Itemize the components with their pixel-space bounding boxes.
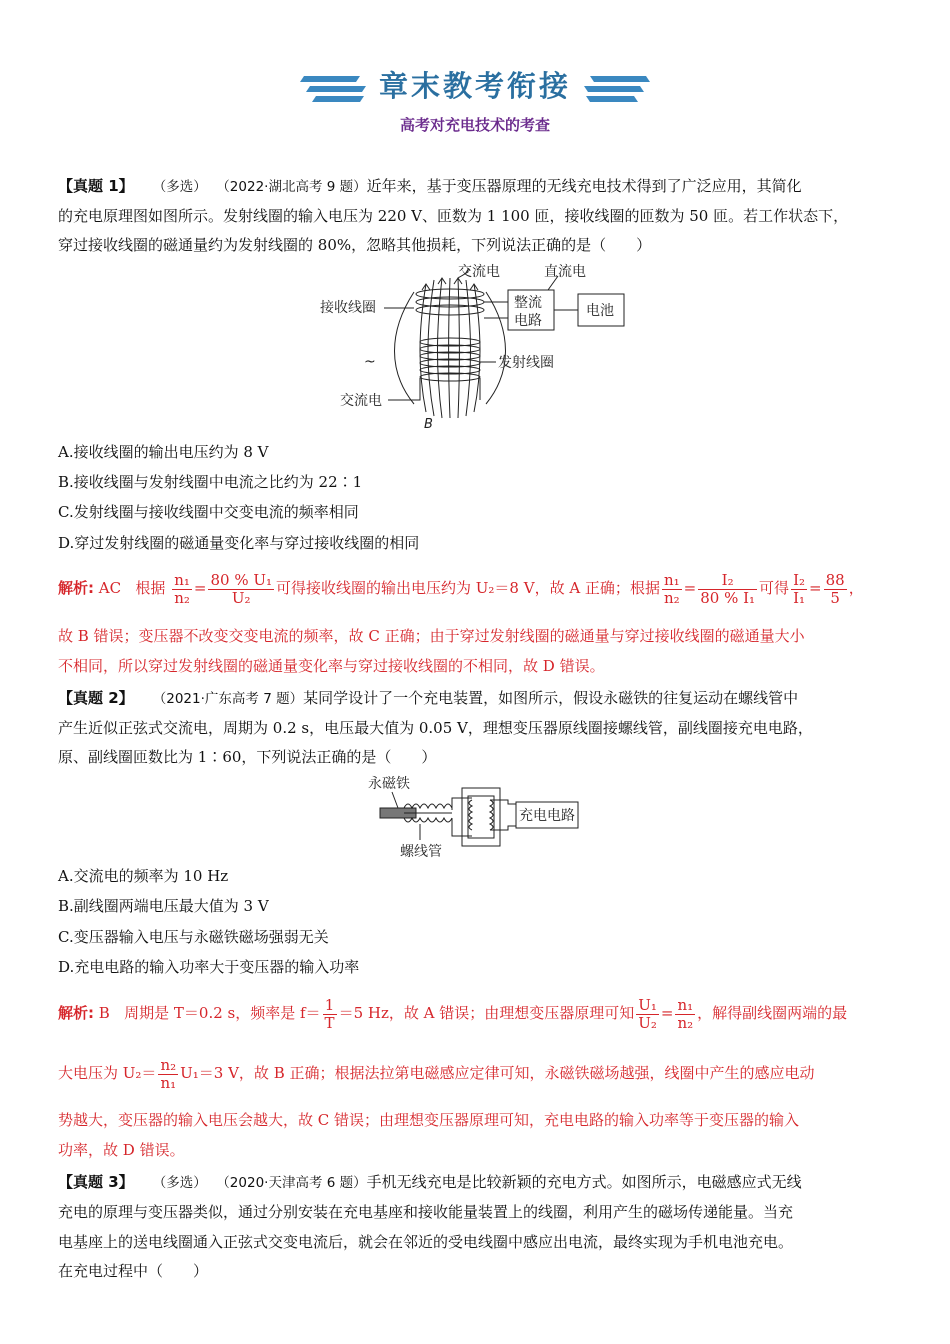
q2-analysis-p2: ＝5 Hz，故 A 错误；由理想变压器原理可知 [338,1004,635,1022]
chapter-title: 章末教考衔接 [378,69,571,103]
q3-line4: 在充电过程中（ ） [58,1262,209,1280]
q1-source: （2022·湖北高考 9 题） [216,179,367,195]
q1-fig-rect2: 电路 [514,313,542,329]
q1-option-d: D.穿过发射线圈的磁通量变化率与穿过接收线圈的相同 [58,534,420,552]
q1-figure-wireless-charging [318,262,638,432]
q1-option-c: C.发射线圈与接收线圈中交变电流的频率相同 [58,503,359,521]
q1-frac-ratio: $\frac{\text{I₂}}{\text{I₁}}$ [793,570,806,607]
q2-analysis-line4: 功率，故 D 错误。 [58,1141,185,1159]
q2-line1 [58,688,798,709]
q1-analysis-p3: 可得 [759,579,790,597]
q2-fig-solenoid: 螺线管 [400,844,442,860]
q2-analysis-label: 解析: [58,1004,94,1022]
chapter-subtitle: 高考对充电技术的考查 [399,116,550,134]
q1-fig-battery: 电池 [586,303,614,319]
q2-option-c: C.变压器输入电压与永磁铁磁场强弱无关 [58,928,329,946]
q1-frac-n1n2: $\frac{\text{n₁}}{\text{n₂}}$ [174,570,190,607]
q1-analysis-label: 解析: [58,579,94,597]
q1-answer: AC [98,579,122,597]
q2-figure-charging-device [364,774,584,860]
q2-analysis-line3: 势越大，变压器的输入电压会越大，故 C 错误；由理想变压器原理可知，充电电路的输入功率等于变压器的输入 [58,1111,800,1129]
q3-tag: 【真题 3】 [58,1173,134,1191]
q1-fig-ac-top: 交流电 [458,264,500,280]
q1-analysis-line3: 不相同，所以穿过发射线圈的磁通量变化率与穿过接收线圈的不相同，故 D 错误。 [58,657,605,675]
chapter-header [300,64,650,108]
q1-option-b: B.接收线圈与发射线圈中电流之比约为 22∶1 [58,473,363,491]
q1-analysis-p1: 根据 [135,579,166,597]
q2-option-a: A.交流电的频率为 10 Hz [58,867,229,885]
q3-type: （多选） [152,1175,207,1191]
q1-line2: 的充电原理图如图所示。发射线圈的输入电压为 220 V、匝数为 1 100 匝，接收线圈的匝数为 50 匝。若工作状态下， [58,207,849,225]
q1-fig-tilde: ~ [364,354,376,370]
q2-text1: 某同学设计了一个充电装置，如图所示，假设永磁铁的往复运动在螺线管中 [303,689,799,707]
q2-analysis-p1: 周期是 T＝0.2 s，频率是 f＝ [124,1004,321,1022]
q2-option-b: B.副线圈两端电压最大值为 3 V [58,897,269,915]
q1-frac-88-5: $\frac{88}{5}$ [825,570,845,607]
q2-analysis-l2b: U₁＝3 V，故 B 正确；根据法拉第电磁感应定律可知，永磁铁磁场越强，线圈中产生的感应电动 [180,1064,815,1082]
q2-tag: 【真题 2】 [58,689,134,707]
q2-analysis-line2 [58,1053,815,1093]
q1-frac-u1u2: $\frac{\text{80 \% U₁}}{\text{U₂}}$ [210,570,272,607]
q3-source: （2020·天津高考 6 题） [216,1175,367,1191]
q2-fig-magnet: 永磁铁 [368,776,410,792]
q3-line3: 电基座上的送电线圈通入正弦式交变电流后，就会在邻近的受电线圈中感应出电流，最终实现为手机电池充电。 [58,1233,794,1251]
q2-frac-n2n1: $\frac{\text{n₂}}{\text{n₁}}$ [160,1055,177,1092]
q2-line2: 产生近似正弦式交流电，周期为 0.2 s，电压最大值为 0.05 V，理想变压器原线圈接螺线管，副线圈接充电电路， [58,719,813,737]
q1-text1: 近年来，基于变压器原理的无线充电技术得到了广泛应用，其简化 [366,177,802,195]
q1-fig-dc: 直流电 [544,264,586,280]
q2-line3: 原、副线圈匝数比为 1∶60，下列说法正确的是（ ） [58,748,437,766]
q1-type: （多选） [152,179,207,195]
q1-frac-i2i1: $\frac{\text{I₂}}{\text{80 \% I₁}}$ [700,570,756,607]
q2-frac-u1u2: $\frac{\text{U₁}}{\text{U₂}}$ [638,995,657,1032]
q1-analysis-line2: 故 B 错误；变压器不改变交变电流的频率，故 C 正确；由于穿过发射线圈的磁通量与穿过接收线圈的磁通量大小 [58,627,805,645]
q1-analysis-p2: 可得接收线圈的输出电压约为 U₂＝8 V，故 A 正确；根据 [276,579,660,597]
q2-answer: B [98,1004,110,1022]
q2-frac-1-T: $\frac{1}{T}$ [324,995,335,1032]
q1-fig-receive-coil: 接收线圈 [320,300,376,316]
q1-option-a: A.接收线圈的输出电压约为 8 V [58,443,269,461]
q2-analysis-l2a: 大电压为 U₂＝ [58,1064,157,1082]
q1-frac-n1n2-b: $\frac{\text{n₁}}{\text{n₂}}$ [663,570,680,607]
q1-fig-emit-coil: 发射线圈 [498,355,554,371]
q2-source: （2021·广东高考 7 题） [152,691,304,707]
q2-option-d: D.充电电路的输入功率大于变压器的输入功率 [58,958,360,976]
q2-analysis-p3: ，解得副线圈两端的最 [697,1004,848,1022]
q1-fig-rect1: 整流 [514,295,542,311]
q2-frac-n1n2: $\frac{\text{n₁}}{\text{n₂}}$ [677,995,694,1032]
q3-line2: 充电的原理与变压器类似，通过分别安装在充电基座和接收能量装置上的线圈，利用产生的磁场传递能量。当充 [58,1203,794,1221]
q1-line1 [58,176,802,197]
q1-line3: 穿过接收线圈的磁通量约为发射线圈的 80%，忽略其他损耗，下列说法正确的是（ ） [58,236,652,254]
q1-analysis-line1: 解析: AC 根据 $\frac{\text{n₁}}{\text{n₂}}$ = $\frac{\text{80 \% U₁}}{\text{U₂}}$ 可得接收线圈的输出电压约为 U₂＝8 V，故 A 正确；根据 $\frac{\text{n₁}}{\text{n₂}}$ = $\frac{\text{I₂}}{\text{80 \% I₁}}$ 可得 $\frac{\text{I₂}}{\text{I₁}}$ = $\frac{88}{5}$ ， [58,570,864,607]
q2-analysis-line1: 解析: B 周期是 T＝0.2 s，频率是 f＝ $\frac{1}{T}$ ＝5 Hz，故 A 错误；由理想变压器原理可知 $\frac{\text{U₁}}{\text{U₂}}$ = $\frac{\text{n₁}}{\text{n₂}}$ ，解得副线圈两端的最 [58,995,848,1032]
q3-text1: 手机无线充电是比较新颖的充电方式。如图所示，电磁感应式无线 [366,1173,802,1191]
q1-tag: 【真题 1】 [58,177,134,195]
q3-line1 [58,1172,802,1193]
q1-fig-b: B [424,417,433,432]
q1-fig-ac-bottom: 交流电 [340,393,382,409]
q2-fig-charge-circuit: 充电电路 [519,808,575,824]
